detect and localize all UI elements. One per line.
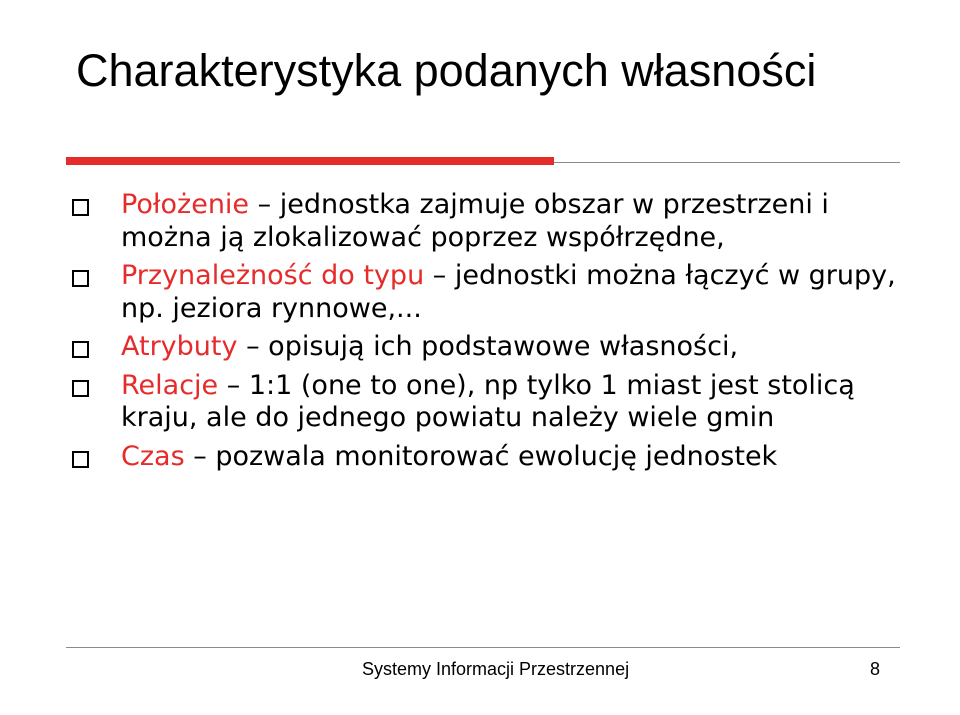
- bullet-text: pozwala monitorować ewolucję jednostek: [215, 440, 778, 472]
- square-bullet-icon: [72, 270, 89, 287]
- bullet-term: Relacje: [121, 369, 219, 401]
- square-bullet-icon: [72, 199, 89, 216]
- bullet-text: 1:1 (one to one), np tylko 1 miast jest stolicą kraju, ale do jednego powiatu należy wiele gmin: [121, 369, 855, 433]
- title-accent-bar: [66, 157, 554, 165]
- bullet-term: Czas: [121, 440, 185, 472]
- bullet-dash: –: [432, 260, 447, 291]
- bullet-term: Przynależność do typu: [121, 260, 425, 291]
- bullet-dash: –: [246, 331, 260, 362]
- bullet-dash: –: [193, 440, 207, 472]
- bullet-item-atrybuty: [72, 331, 912, 364]
- bullet-item-przynaleznosc: [72, 260, 912, 325]
- bullet-item-polozenie: [72, 189, 912, 254]
- slide-title: Charakterystyka podanych własności: [76, 45, 817, 96]
- footer-divider: [66, 647, 900, 648]
- bullet-item-czas: [72, 441, 912, 474]
- footer-title: Systemy Informacji Przestrzennej: [362, 659, 630, 679]
- bullet-text: jednostki można łączyć w grupy, np. jeziora rynnowe,...: [121, 260, 896, 324]
- square-bullet-icon: [72, 341, 89, 358]
- bullet-term: Położenie: [121, 189, 250, 220]
- bullet-list: [72, 189, 912, 479]
- page-number: 8: [870, 659, 881, 679]
- square-bullet-icon: [72, 451, 89, 468]
- bullet-text: jednostka zajmuje obszar w przestrzeni i można ją zlokalizować poprzez współrzędne,: [121, 189, 829, 253]
- bullet-text: opisują ich podstawowe własności,: [268, 331, 739, 362]
- bullet-term: Atrybuty: [121, 331, 238, 362]
- bullet-item-relacje: [72, 370, 912, 435]
- bullet-dash: –: [257, 189, 272, 220]
- bullet-dash: –: [226, 369, 241, 401]
- square-bullet-icon: [72, 380, 89, 397]
